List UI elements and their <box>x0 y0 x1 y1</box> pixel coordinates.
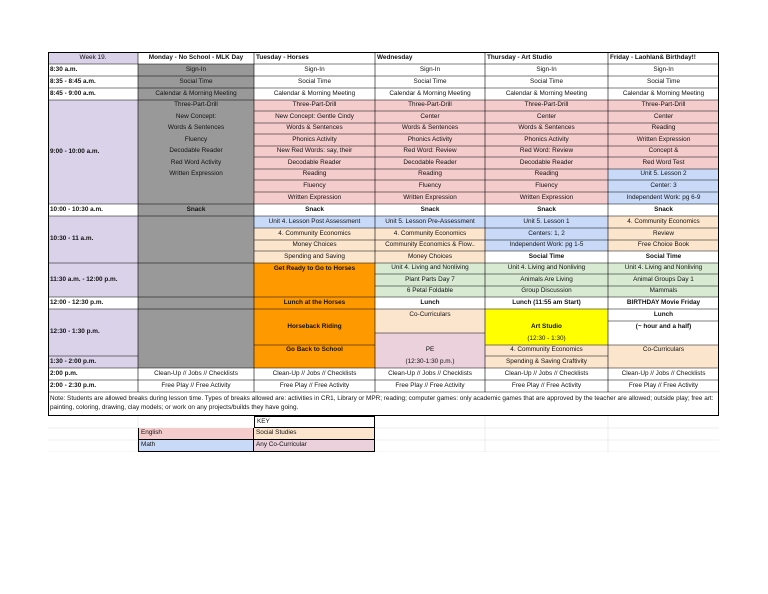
thursday-art-studio: Art Studio <box>531 322 562 330</box>
tuesday-decodable-reader: Decodable Reader <box>254 157 375 169</box>
week-label: Week 19. <box>48 52 138 64</box>
time-835: 8:35 - 8:45 a.m. <box>50 77 96 85</box>
time-830: 8:30 a.m. <box>50 65 78 73</box>
wednesday-lunch: Lunch <box>420 298 440 306</box>
wednesday-written-expression: Written Expression <box>375 192 485 204</box>
thursday-three-part-drill: Three-Part-Drill <box>485 100 608 111</box>
tuesday-spending-saving: Spending and Saving <box>254 251 375 263</box>
thursday-free-play: Free Play // Free Activity <box>511 381 582 389</box>
monday-fluency: Fluency <box>184 135 208 143</box>
thursday-social-time: Social Time <box>529 77 564 85</box>
friday-review: Review <box>608 228 719 240</box>
thursday-fluency: Fluency <box>485 180 608 192</box>
tuesday-sign-in: Sign-In <box>304 65 325 73</box>
monday-decodable-reader: Decodable Reader <box>169 147 223 155</box>
key-social-studies: Social Studies <box>254 428 375 440</box>
wednesday-pe: PE <box>425 346 435 354</box>
wednesday-three-part-drill: Three-Part-Drill <box>375 100 485 111</box>
friday-cleanup: Clean-Up // Jobs // Checklists <box>621 369 706 377</box>
tuesday-cleanup: Clean-Up // Jobs // Checklists <box>272 369 357 377</box>
friday-mammals: Mammals <box>608 286 719 297</box>
time-900: 9:00 - 10:00 a.m. <box>48 100 138 204</box>
thursday-decodable-reader: Decodable Reader <box>485 157 608 169</box>
wednesday-sign-in: Sign-In <box>419 65 441 73</box>
wednesday-words-sentences: Words & Sentences <box>375 123 485 134</box>
tuesday-snack: Snack <box>305 205 324 213</box>
friday-lesson-2: Unit 5. Lesson 2 <box>608 169 719 180</box>
thursday-craftivity: Spending & Saving Craftivity <box>485 356 608 368</box>
break-note: Note: Students are allowed breaks during lesson time. Types of breaks allowed are: activities in CR1, Library or MPR; reading; computer games: only academic games that are approved by the teacher are allowed; outside play; free art: painting, coloring, drawing, clay models; or work on any projects/builds they have going. <box>50 395 714 412</box>
friday-written-expression: Written Expression <box>608 134 719 146</box>
friday-free-choice-book: Free Choice Book <box>608 240 719 251</box>
tuesday-horseback-riding: Horseback Riding <box>254 309 375 345</box>
wednesday-calendar: Calendar & Morning Meeting <box>389 89 471 97</box>
thursday-animals-living: Animals Are Living <box>485 274 608 286</box>
friday-social-time-2: Social Time <box>645 252 682 260</box>
thursday-group-discussion: Group Discussion <box>485 286 608 297</box>
wednesday-living-nonliving: Unit 4. Living and Nonliving <box>375 263 485 274</box>
monday-cleanup: Clean-Up // Jobs // Checklists <box>154 369 238 377</box>
tuesday-words-sentences: Words & Sentences <box>254 123 375 134</box>
thursday-art-time: (12:30 - 1:30) <box>527 334 566 342</box>
friday-animal-groups: Animal Groups Day 1 <box>608 274 719 286</box>
key-title: KEY <box>254 416 375 428</box>
thursday-cleanup: Clean-Up // Jobs // Checklists <box>504 369 589 377</box>
time-845: 8:45 - 9:00 a.m. <box>50 89 96 97</box>
monday-social-time: Social Time <box>138 76 254 88</box>
monday-calendar: Calendar & Morning Meeting <box>138 88 254 100</box>
time-1030: 10:30 - 11 a.m. <box>48 216 138 263</box>
time-130: 1:30 - 2:00 p.m. <box>48 356 138 368</box>
wednesday-center: Center <box>375 111 485 123</box>
friday-red-word-test: Red Word Test <box>608 157 719 169</box>
monday-header: Monday - No School - MLK Day <box>148 53 244 61</box>
friday-three-part-drill: Three-Part-Drill <box>608 100 719 111</box>
monday-free-play: Free Play // Free Activity <box>161 381 231 389</box>
tuesday-phonics: Phonics Activity <box>254 134 375 146</box>
time-1230: 12:30 - 1:30 p.m. <box>48 309 138 356</box>
thursday-reading: Reading <box>485 169 608 180</box>
friday-snack: Snack <box>654 205 673 213</box>
wednesday-decodable-reader: Decodable Reader <box>375 157 485 169</box>
wednesday-cleanup: Clean-Up // Jobs // Checklists <box>388 369 472 377</box>
thursday-lesson-1: Unit 5. Lesson 1 <box>485 216 608 228</box>
friday-community-economics: 4. Community Economics <box>608 216 719 228</box>
thursday-independent-work: Independent Work: pg 1-5 <box>485 240 608 251</box>
friday-header: Friday - Laohlan& Birthday!! <box>610 53 696 61</box>
friday-sign-in: Sign-In <box>653 65 674 73</box>
thursday-lunch: Lunch (11:55 am Start) <box>512 298 581 306</box>
tuesday-written-expression: Written Expression <box>254 192 375 204</box>
wednesday-header: Wednesday <box>377 53 413 61</box>
tuesday-red-words: New Red Words: say, their <box>254 146 375 157</box>
wednesday-petal-foldable: 6 Petal Foldable <box>375 286 485 297</box>
wednesday-fluency: Fluency <box>375 180 485 192</box>
thursday-snack: Snack <box>537 205 556 213</box>
monday-snack: Snack <box>138 204 254 216</box>
tuesday-get-ready-horses: Get Ready to Go to Horses <box>254 263 375 297</box>
key-table <box>48 416 719 452</box>
monday-red-word-activity: Red Word Activity <box>170 158 222 166</box>
friday-social-time: Social Time <box>646 77 681 85</box>
weekly-schedule-table <box>48 52 719 416</box>
wednesday-economics-flow: Community Economics & Flow.. <box>375 240 485 251</box>
wednesday-co-curriculars: Co-Curriculars <box>375 309 485 333</box>
friday-calendar: Calendar & Morning Meeting <box>622 89 705 97</box>
friday-center-3: Center: 3 <box>608 180 719 192</box>
friday-birthday-movie: BIRTHDAY Movie Friday <box>626 298 701 306</box>
tuesday-go-back-school: Go Back to School <box>254 345 375 368</box>
thursday-community-economics: 4. Community Economics <box>485 345 608 356</box>
time-1130: 11:30 a.m. - 12:00 p.m. <box>48 263 138 297</box>
wednesday-snack: Snack <box>420 205 440 213</box>
tuesday-fluency: Fluency <box>254 180 375 192</box>
tuesday-header: Tuesday - Horses <box>256 53 309 61</box>
tuesday-calendar: Calendar & Morning Meeting <box>273 89 356 97</box>
thursday-written-expression: Written Expression <box>485 192 608 204</box>
time-1000: 10:00 - 10:30 a.m. <box>50 205 103 213</box>
wednesday-pe-time: (12:30-1:30 p.m.) <box>405 357 455 365</box>
monday-three-part-drill: Three-Part-Drill <box>174 101 218 109</box>
thursday-centers: Centers: 1, 2 <box>485 228 608 240</box>
wednesday-free-play: Free Play // Free Activity <box>395 381 465 389</box>
wednesday-pre-assessment: Unit 5. Lesson Pre-Assessment <box>375 216 485 228</box>
tuesday-lunch-horses: Lunch at the Horses <box>254 297 375 309</box>
friday-co-curriculars: Co-Curriculars <box>608 345 719 368</box>
time-200: 2:00 p.m. <box>50 369 78 377</box>
thursday-living-nonliving: Unit 4. Living and Nonliving <box>485 263 608 274</box>
tuesday-reading: Reading <box>254 169 375 180</box>
wednesday-social-time: Social Time <box>413 77 447 85</box>
friday-reading: Reading <box>608 123 719 134</box>
thursday-red-word-review: Red Word: Review <box>485 146 608 157</box>
wednesday-community-economics: 4. Community Economics <box>375 228 485 240</box>
key-english: English <box>138 428 254 440</box>
thursday-sign-in: Sign-In <box>536 65 557 73</box>
friday-independent-work: Independent Work: pg 6-9 <box>608 192 719 204</box>
monday-words-sentences: Words & Sentences <box>167 124 225 132</box>
thursday-header: Thursday - Art Studio <box>487 53 553 61</box>
key-math: Math <box>138 440 254 452</box>
table-gridlines <box>48 52 719 416</box>
friday-lunch: Lunch <box>653 310 674 318</box>
time-2230: 2:00 - 2:30 p.m. <box>50 381 97 389</box>
monday-sign-in: Sign-In <box>138 64 254 76</box>
friday-lunch-note: (~ hour and a half) <box>635 322 692 330</box>
wednesday-reading: Reading <box>375 169 485 180</box>
monday-new-concept: New Concept: <box>175 112 217 120</box>
tuesday-money-choices: Money Choices <box>254 240 375 251</box>
tuesday-free-play: Free Play // Free Activity <box>279 381 350 389</box>
tuesday-new-concept: New Concept: Gentle Cindy <box>254 111 375 123</box>
friday-center: Center <box>608 111 719 123</box>
thursday-center: Center <box>485 111 608 123</box>
wednesday-red-word-review: Red Word: Review <box>375 146 485 157</box>
friday-free-play: Free Play // Free Activity <box>628 381 699 389</box>
wednesday-plant-parts: Plant Parts Day 7 <box>375 274 485 286</box>
monday-written-expression: Written Expression <box>169 170 223 178</box>
wednesday-money-choices: Money Choices <box>375 251 485 263</box>
key-co-curricular: Any Co-Curricular <box>254 440 375 452</box>
wednesday-phonics: Phonics Activity <box>375 134 485 146</box>
time-1200: 12:00 - 12:30 p.m. <box>50 298 104 306</box>
thursday-words-sentences: Words & Sentences <box>485 123 608 134</box>
friday-living-nonliving: Unit 4. Living and Nonliving <box>608 263 719 274</box>
thursday-calendar: Calendar & Morning Meeting <box>505 89 588 97</box>
tuesday-post-assessment: Unit 4. Lesson Post Assessment <box>254 216 375 228</box>
thursday-phonics: Phonics Activity <box>485 134 608 146</box>
tuesday-social-time: Social Time <box>297 77 332 85</box>
tuesday-three-part-drill: Three-Part-Drill <box>254 100 375 111</box>
friday-concept: Concept & <box>608 146 719 157</box>
tuesday-community-economics: 4. Community Economics <box>254 228 375 240</box>
thursday-social-time-2: Social Time <box>528 252 565 260</box>
